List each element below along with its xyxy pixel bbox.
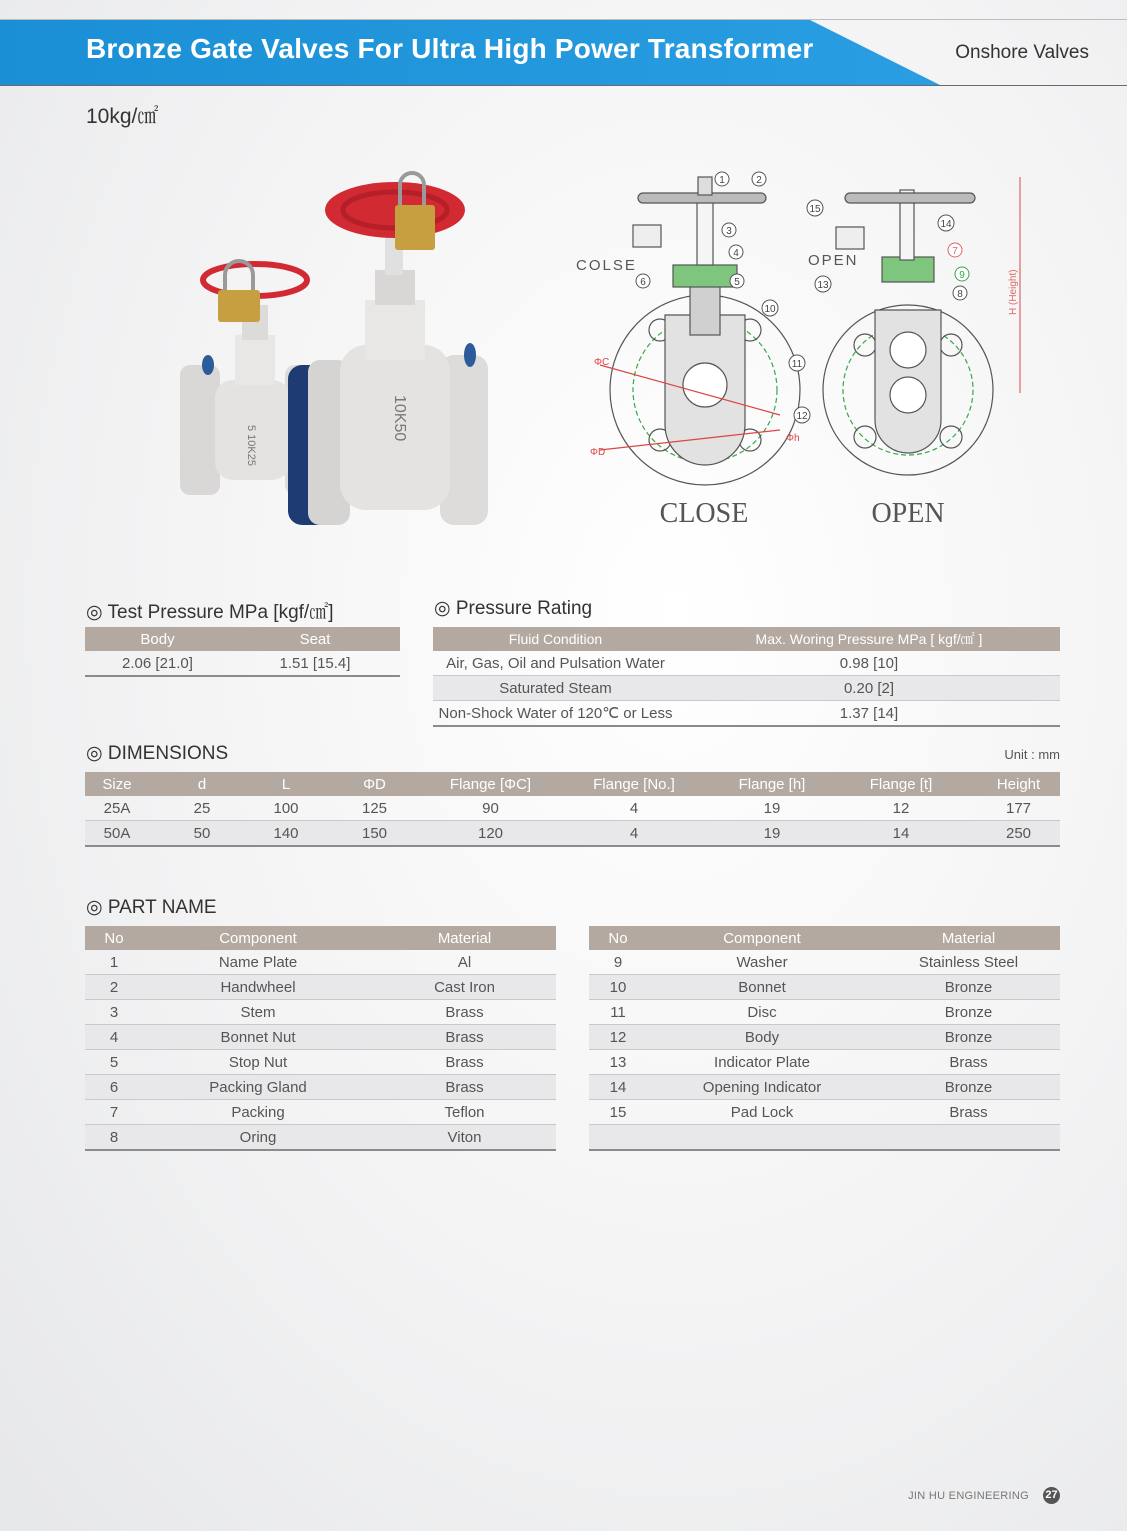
cell-component: Disc bbox=[647, 1000, 877, 1025]
table-row bbox=[85, 975, 556, 1000]
cell: 250 bbox=[977, 821, 1060, 847]
cell: 25 bbox=[149, 796, 255, 821]
callout-13 bbox=[815, 276, 831, 292]
callout-2 bbox=[752, 172, 766, 186]
table-row bbox=[85, 1050, 556, 1075]
svg-text:13: 13 bbox=[817, 280, 829, 291]
cell-no: 13 bbox=[589, 1050, 647, 1075]
dim-d-label: ΦD bbox=[590, 447, 606, 458]
col-header-no: No bbox=[85, 926, 143, 950]
table-row bbox=[85, 1100, 556, 1125]
cell: 19 bbox=[719, 796, 825, 821]
cell-component: Body bbox=[647, 1025, 877, 1050]
col-header-d: d bbox=[149, 772, 255, 796]
cell: 12 bbox=[825, 796, 977, 821]
callout-5 bbox=[730, 274, 744, 288]
cell-component: Packing Gland bbox=[143, 1075, 373, 1100]
cell: 14 bbox=[825, 821, 977, 847]
cell-component: Stem bbox=[143, 1000, 373, 1025]
callout-14 bbox=[938, 215, 954, 231]
cell: 120 bbox=[432, 821, 549, 847]
svg-text:14: 14 bbox=[940, 219, 952, 230]
cell: 150 bbox=[317, 821, 432, 847]
cell-component: Indicator Plate bbox=[647, 1050, 877, 1075]
col-header-no: No bbox=[589, 926, 647, 950]
table-row bbox=[589, 1050, 1060, 1075]
large-valve bbox=[288, 173, 488, 525]
table-header-row bbox=[85, 926, 556, 950]
cell-material: Stainless Steel bbox=[877, 950, 1060, 975]
svg-text:6: 6 bbox=[640, 277, 646, 288]
svg-text:8: 8 bbox=[957, 289, 963, 300]
cell: 4 bbox=[549, 821, 719, 847]
cell: 19 bbox=[719, 821, 825, 847]
cell-material: Brass bbox=[373, 1000, 556, 1025]
cell-component: Stop Nut bbox=[143, 1050, 373, 1075]
table-row bbox=[589, 1000, 1060, 1025]
callout-4 bbox=[729, 245, 743, 259]
cell-material: Viton bbox=[373, 1125, 556, 1151]
col-header-body: Body bbox=[85, 627, 230, 651]
table-row bbox=[589, 950, 1060, 975]
col-header-height: Height bbox=[977, 772, 1060, 796]
col-header-component: Component bbox=[647, 926, 877, 950]
table-row bbox=[85, 1075, 556, 1100]
col-header-seat: Seat bbox=[230, 627, 400, 651]
cell: 100 bbox=[255, 796, 317, 821]
cell-component: Bonnet bbox=[647, 975, 877, 1000]
cell-pressure: 1.37 [14] bbox=[678, 701, 1060, 727]
parts-table-left bbox=[85, 926, 556, 1151]
cell-component: Handwheel bbox=[143, 975, 373, 1000]
cell-no: 5 bbox=[85, 1050, 143, 1075]
cell: 177 bbox=[977, 796, 1060, 821]
svg-text:10: 10 bbox=[764, 304, 776, 315]
callout-11 bbox=[789, 355, 805, 371]
cell: 90 bbox=[432, 796, 549, 821]
col-header-flange-h: Flange [h] bbox=[719, 772, 825, 796]
table-row bbox=[85, 1000, 556, 1025]
col-header-material: Material bbox=[877, 926, 1060, 950]
svg-text:4: 4 bbox=[733, 248, 739, 259]
svg-text:9: 9 bbox=[959, 270, 965, 281]
cell-seat: 1.51 [15.4] bbox=[230, 651, 400, 676]
open-view-label: OPEN bbox=[871, 498, 945, 529]
col-header-material: Material bbox=[373, 926, 556, 950]
table-row bbox=[589, 1125, 1060, 1151]
cell-component bbox=[647, 1125, 877, 1151]
svg-text:5: 5 bbox=[734, 277, 740, 288]
callout-6 bbox=[636, 274, 650, 288]
cell: 4 bbox=[549, 796, 719, 821]
col-header-size: Size bbox=[85, 772, 149, 796]
table-row bbox=[85, 821, 1060, 847]
cell-material: Bronze bbox=[877, 975, 1060, 1000]
test-pressure-title: ◎ Test Pressure MPa [kgf/㎠] bbox=[86, 602, 334, 623]
cell-no: 12 bbox=[589, 1025, 647, 1050]
svg-text:15: 15 bbox=[809, 204, 821, 215]
cell-material: Brass bbox=[877, 1100, 1060, 1125]
svg-text:2: 2 bbox=[756, 175, 762, 186]
col-header-l: L bbox=[255, 772, 317, 796]
cell-no: 3 bbox=[85, 1000, 143, 1025]
cell-fluid: Air, Gas, Oil and Pulsation Water bbox=[433, 651, 678, 676]
unit-label: Unit : mm bbox=[1004, 747, 1060, 762]
callout-9 bbox=[955, 267, 969, 281]
cell-no: 8 bbox=[85, 1125, 143, 1151]
callout-1 bbox=[715, 172, 729, 186]
table-header-row bbox=[85, 627, 400, 651]
table-row bbox=[589, 1025, 1060, 1050]
cell: 25A bbox=[85, 796, 149, 821]
cell-body: 2.06 [21.0] bbox=[85, 651, 230, 676]
callout-3 bbox=[722, 223, 736, 237]
part-name-title: ◎ PART NAME bbox=[86, 897, 217, 918]
cell-material: Brass bbox=[373, 1025, 556, 1050]
table-header-row bbox=[589, 926, 1060, 950]
cell-component: Washer bbox=[647, 950, 877, 975]
svg-text:7: 7 bbox=[952, 246, 958, 257]
pressure-class-label: 10kg/㎠ bbox=[86, 105, 159, 128]
cell-material bbox=[877, 1125, 1060, 1151]
cell-fluid: Saturated Steam bbox=[433, 676, 678, 701]
cell-no: 2 bbox=[85, 975, 143, 1000]
col-header-max-pressure: Max. Woring Pressure MPa [ kgf/㎠ ] bbox=[678, 627, 1060, 651]
cell-no bbox=[589, 1125, 647, 1151]
callout-10 bbox=[762, 300, 778, 316]
cell-no: 15 bbox=[589, 1100, 647, 1125]
svg-text:3: 3 bbox=[726, 226, 732, 237]
table-row bbox=[85, 651, 400, 676]
cell-material: Al bbox=[373, 950, 556, 975]
large-valve-marking: 10K50 bbox=[391, 395, 408, 442]
table-row bbox=[85, 796, 1060, 821]
table-row bbox=[85, 1025, 556, 1050]
pressure-rating-table bbox=[433, 627, 1060, 727]
svg-text:1: 1 bbox=[719, 175, 725, 186]
dim-h-label: Φh bbox=[786, 433, 800, 444]
footer-company: JIN HU ENGINEERING bbox=[908, 1490, 1029, 1502]
cell-component: Oring bbox=[143, 1125, 373, 1151]
table-row bbox=[589, 975, 1060, 1000]
col-header-flange-no: Flange [No.] bbox=[549, 772, 719, 796]
test-pressure-table bbox=[85, 627, 400, 677]
cell-pressure: 0.98 [10] bbox=[678, 651, 1060, 676]
header-rule bbox=[0, 85, 1127, 86]
cell-no: 11 bbox=[589, 1000, 647, 1025]
small-valve-marking: 5 10K25 bbox=[245, 425, 257, 466]
callout-8 bbox=[953, 286, 967, 300]
dimensions-table bbox=[85, 772, 1060, 847]
col-header-phi-d: ΦD bbox=[317, 772, 432, 796]
cell-component: Bonnet Nut bbox=[143, 1025, 373, 1050]
cell-no: 10 bbox=[589, 975, 647, 1000]
svg-text:12: 12 bbox=[796, 411, 808, 422]
cell-material: Teflon bbox=[373, 1100, 556, 1125]
cell-material: Cast Iron bbox=[373, 975, 556, 1000]
cell-material: Brass bbox=[373, 1075, 556, 1100]
cell-material: Bronze bbox=[877, 1025, 1060, 1050]
cell-component: Name Plate bbox=[143, 950, 373, 975]
cell-component: Packing bbox=[143, 1100, 373, 1125]
col-header-fluid: Fluid Condition bbox=[433, 627, 678, 651]
cell-component: Opening Indicator bbox=[647, 1075, 877, 1100]
cell-no: 9 bbox=[589, 950, 647, 975]
table-header-row bbox=[85, 772, 1060, 796]
cell-material: Brass bbox=[373, 1050, 556, 1075]
category-label: Onshore Valves bbox=[955, 42, 1089, 63]
col-header-flange-t: Flange [t] bbox=[825, 772, 977, 796]
page-title: Bronze Gate Valves For Ultra High Power Transformer bbox=[86, 33, 814, 64]
cell-material: Bronze bbox=[877, 1075, 1060, 1100]
valve-technical-drawing bbox=[570, 165, 1040, 540]
cell-no: 1 bbox=[85, 950, 143, 975]
height-label: H (Height) bbox=[1008, 269, 1019, 315]
table-row bbox=[433, 651, 1060, 676]
cell-material: Bronze bbox=[877, 1000, 1060, 1025]
valve-product-photo bbox=[170, 165, 510, 535]
table-row bbox=[589, 1100, 1060, 1125]
table-row bbox=[433, 676, 1060, 701]
dim-c-label: ΦC bbox=[594, 357, 610, 368]
parts-table-right bbox=[589, 926, 1060, 1151]
table-row bbox=[85, 1125, 556, 1151]
cell-no: 6 bbox=[85, 1075, 143, 1100]
pressure-rating-title: ◎ Pressure Rating bbox=[434, 598, 593, 619]
cell-no: 4 bbox=[85, 1025, 143, 1050]
col-header-flange-c: Flange [ΦC] bbox=[432, 772, 549, 796]
cell-pressure: 0.20 [2] bbox=[678, 676, 1060, 701]
drawing-close-small-label: COLSE bbox=[576, 257, 637, 274]
cell-component: Pad Lock bbox=[647, 1100, 877, 1125]
cell-material: Brass bbox=[877, 1050, 1060, 1075]
col-header-component: Component bbox=[143, 926, 373, 950]
cell-no: 7 bbox=[85, 1100, 143, 1125]
cell: 140 bbox=[255, 821, 317, 847]
cell: 50 bbox=[149, 821, 255, 847]
close-view-label: CLOSE bbox=[659, 498, 749, 529]
table-row bbox=[433, 701, 1060, 727]
cell-no: 14 bbox=[589, 1075, 647, 1100]
callout-12 bbox=[794, 407, 810, 423]
dimensions-title: ◎ DIMENSIONS bbox=[86, 743, 229, 764]
cell: 125 bbox=[317, 796, 432, 821]
table-header-row bbox=[433, 627, 1060, 651]
table-row bbox=[85, 950, 556, 975]
page-number: 27 bbox=[1043, 1487, 1060, 1504]
drawing-open-small-label: OPEN bbox=[808, 252, 859, 269]
callout-7 bbox=[948, 243, 962, 257]
cell: 50A bbox=[85, 821, 149, 847]
cell-fluid: Non-Shock Water of 120℃ or Less bbox=[433, 701, 678, 727]
callout-15 bbox=[807, 200, 823, 216]
svg-text:11: 11 bbox=[791, 359, 803, 370]
table-row bbox=[589, 1075, 1060, 1100]
